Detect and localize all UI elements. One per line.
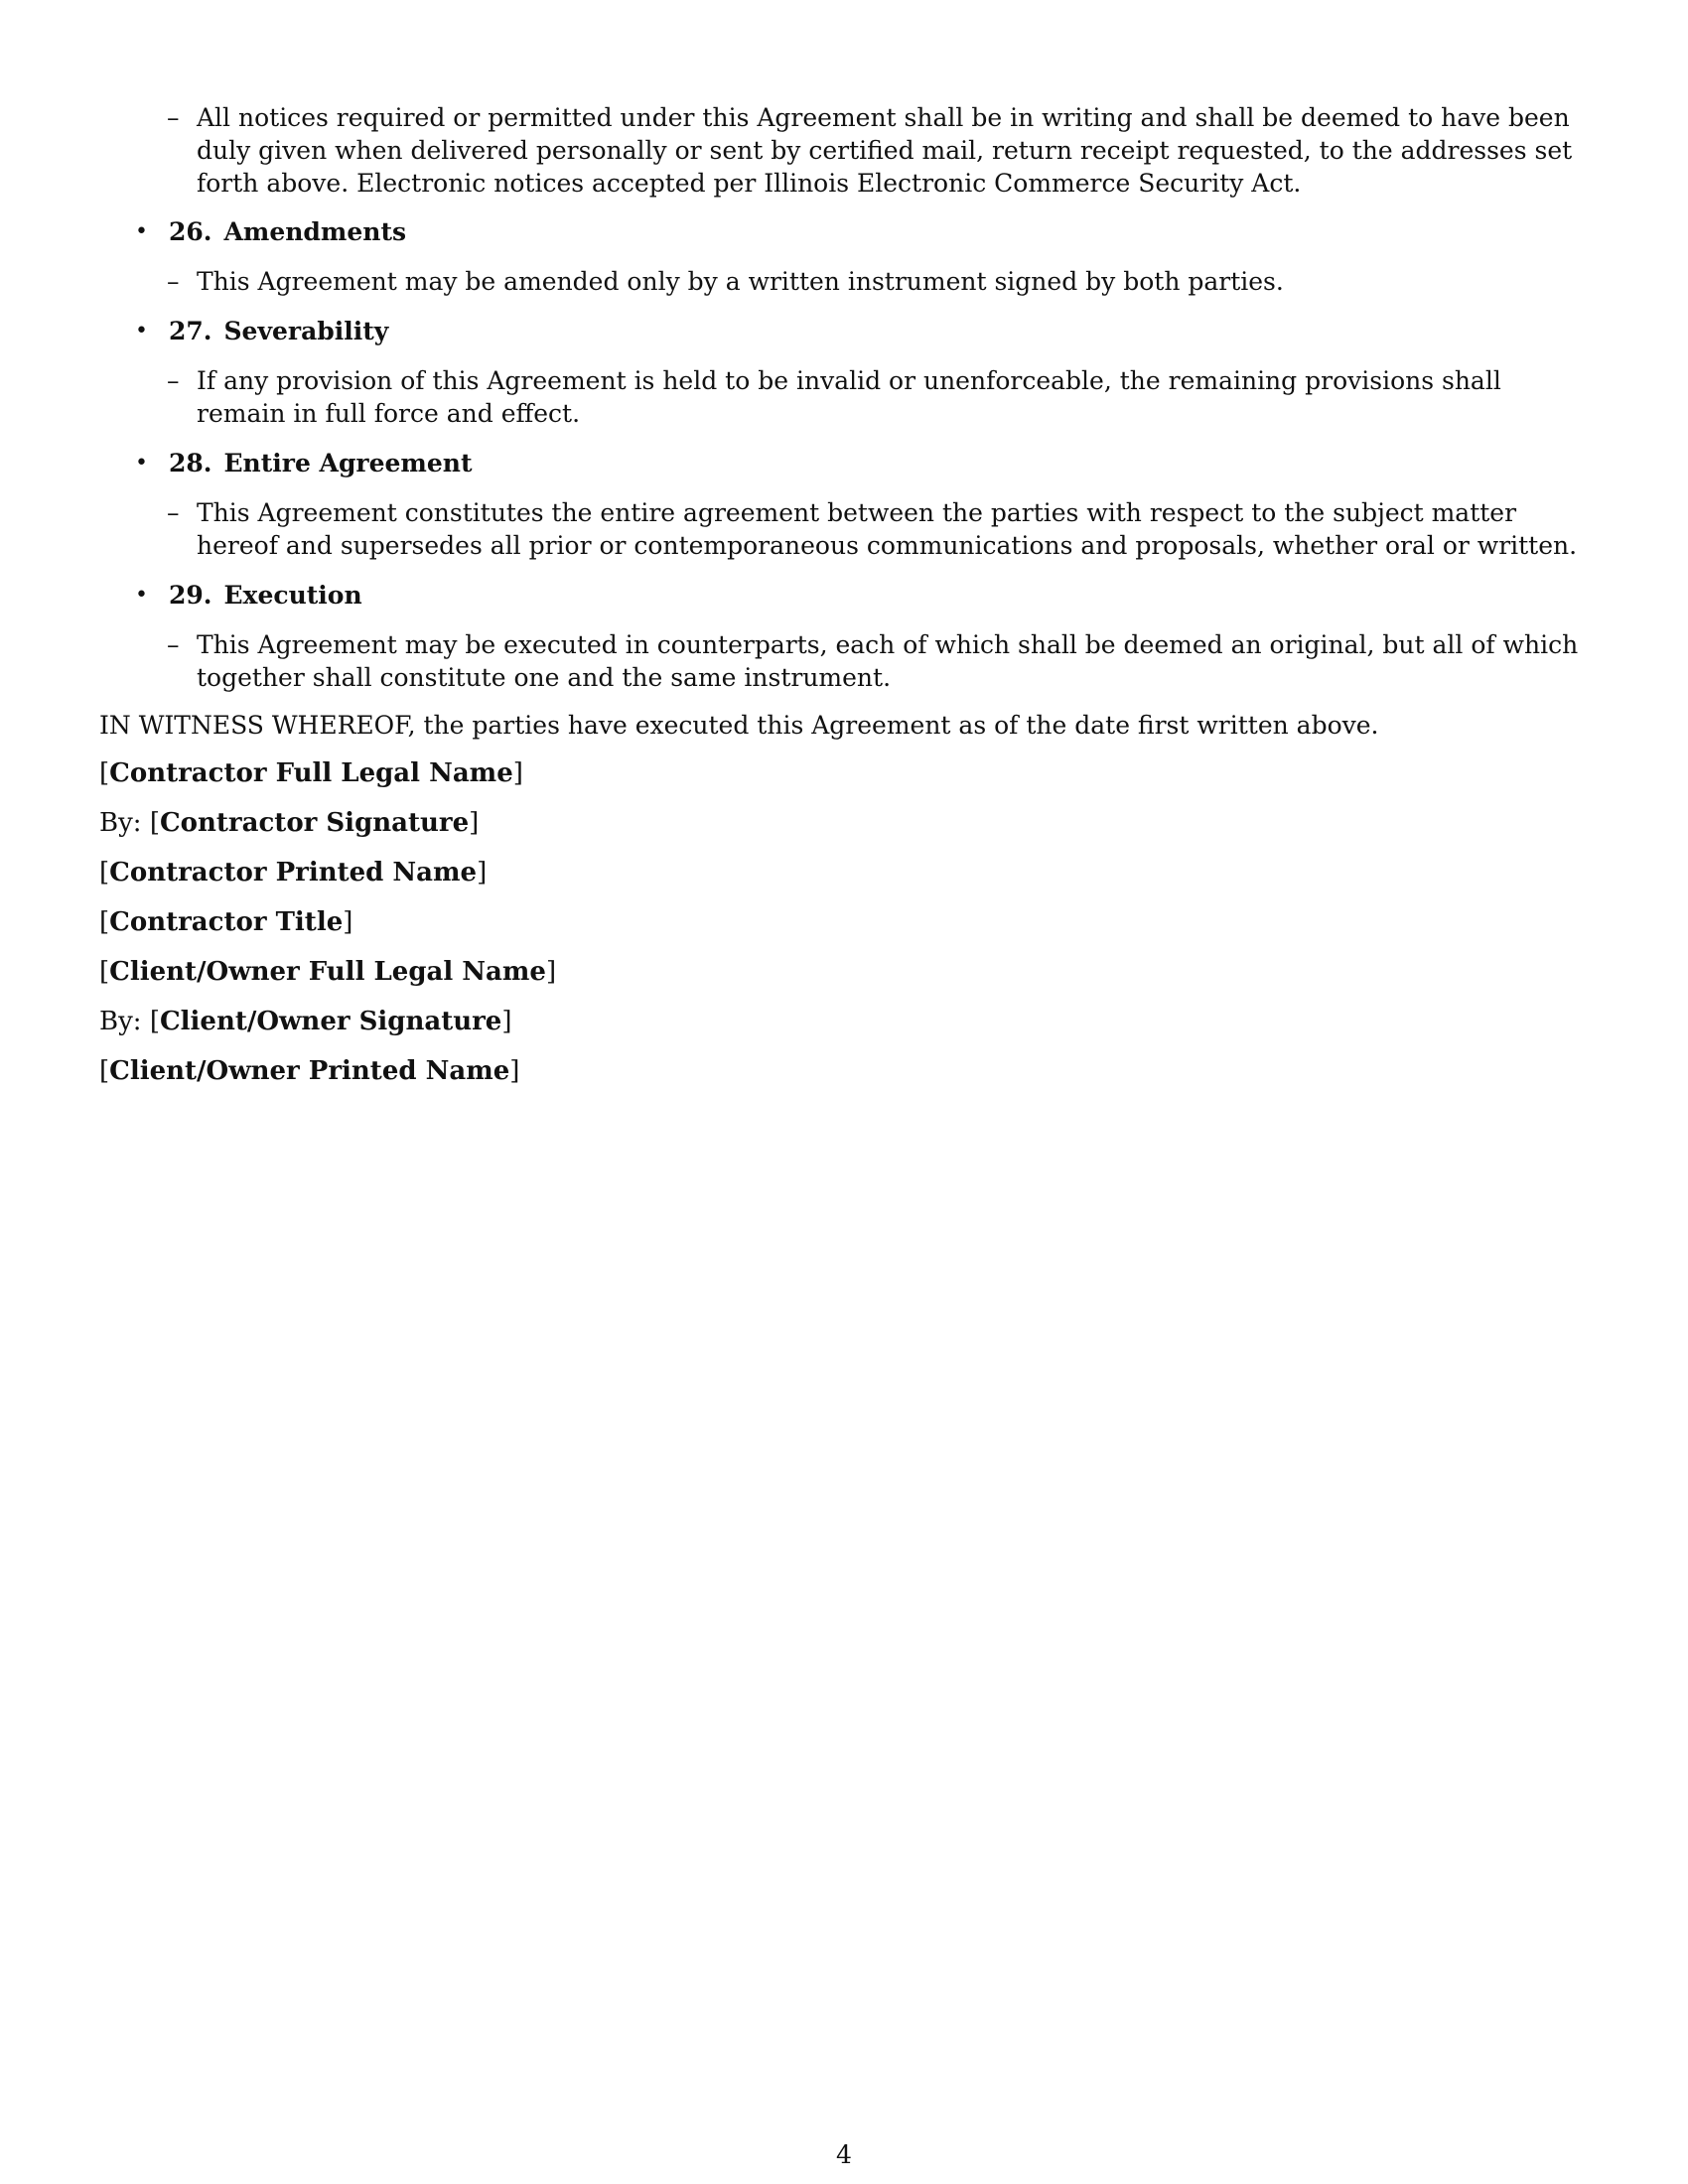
contractor-full-legal-name-field[interactable]: [Contractor Full Legal Name] — [99, 758, 523, 788]
witness-statement: IN WITNESS WHEREOF, the parties have executed this Agreement as of the date first written above. — [99, 711, 1379, 740]
notices-continuation-text: All notices required or permitted under this Agreement shall be in writing and shall be deemed to have been duly given when delivered personally or sent by certified mail, return receipt requested, to the addresses set forth above. Electronic notices accepted per Illinois Electronic Commerce Security Act. — [197, 103, 1573, 198]
section-29-body — [167, 628, 1591, 694]
placeholder-text: Client/Owner Printed Name — [109, 1056, 510, 1086]
by-prefix: By: — [99, 1007, 142, 1036]
section-body-text: This Agreement may be executed in counterparts, each of which shall be deemed an original, but all of which together shall constitute one and the same instrument. — [197, 630, 1579, 692]
bullet-icon: • — [135, 219, 148, 244]
section-title: Entire Agreement — [223, 449, 473, 478]
placeholder-text: Client/Owner Signature — [159, 1007, 502, 1036]
section-title: Amendments — [223, 217, 407, 246]
section-title: Execution — [223, 581, 362, 610]
placeholder-text: Client/Owner Full Legal Name — [109, 957, 546, 987]
placeholder-text: Contractor Printed Name — [109, 858, 478, 887]
bullet-icon: • — [135, 451, 148, 476]
section-26-body — [167, 265, 1591, 298]
dash-marker: – — [167, 630, 180, 659]
dash-marker: – — [167, 498, 180, 527]
section-body-text: This Agreement may be amended only by a written instrument signed by both parties. — [197, 267, 1284, 296]
section-title: Severability — [223, 317, 389, 345]
section-number: 26. — [169, 217, 212, 246]
section-heading — [169, 579, 362, 612]
client-full-legal-name-field[interactable]: [Client/Owner Full Legal Name] — [99, 957, 557, 987]
section-number: 27. — [169, 317, 212, 345]
dash-marker: – — [167, 103, 180, 132]
contractor-title-field[interactable]: [Contractor Title] — [99, 907, 353, 937]
section-28-body — [167, 496, 1591, 562]
section-number: 28. — [169, 449, 212, 478]
section-heading — [169, 215, 406, 248]
dash-marker: – — [167, 267, 180, 296]
client-printed-name-field[interactable]: [Client/Owner Printed Name] — [99, 1056, 520, 1086]
bullet-icon: • — [135, 319, 148, 343]
by-prefix: By: — [99, 808, 142, 838]
contractor-printed-name-field[interactable]: [Contractor Printed Name] — [99, 858, 488, 887]
placeholder-text: Contractor Signature — [159, 808, 470, 838]
section-heading — [169, 447, 473, 479]
page-number: 4 — [836, 2140, 852, 2169]
bullet-icon: • — [135, 583, 148, 608]
section-number: 29. — [169, 581, 212, 610]
placeholder-text: Contractor Title — [109, 907, 344, 937]
placeholder-text: Contractor Full Legal Name — [109, 758, 513, 788]
contractor-signature-field[interactable]: By: [Contractor Signature] — [99, 808, 480, 838]
section-heading — [169, 315, 388, 347]
section-body-text: If any provision of this Agreement is held to be invalid or unenforceable, the remaining provisions shall remain in full force and effect. — [197, 366, 1501, 428]
client-signature-field[interactable]: By: [Client/Owner Signature] — [99, 1007, 512, 1036]
section-27-body — [167, 364, 1591, 430]
dash-marker: – — [167, 366, 180, 395]
section-body-text: This Agreement constitutes the entire agreement between the parties with respect to the subject matter hereof and supersedes all prior or contemporaneous communications and proposals, whether oral or written. — [197, 498, 1578, 560]
notices-continuation — [167, 101, 1591, 200]
